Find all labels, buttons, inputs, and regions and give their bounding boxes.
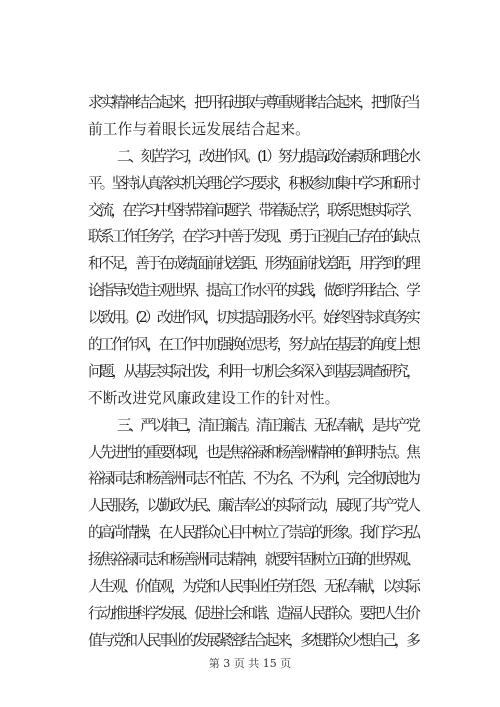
text-line: 二、刻苦学习，改进作风。(1）努力提高政治素质和理论水 xyxy=(117,147,418,165)
text-line: 不断改进党风廉政建设工作的针对性。 xyxy=(88,389,340,407)
text-line: 求实精神结合起来，把开拓进取与尊重规律结合起来，把抓好当 xyxy=(88,94,418,111)
text-line: 行动推进科学发展、促进社会和谐、造福人民群众。要把人生价 xyxy=(88,604,418,622)
text-line: 平。坚持认真落实机关理论学习要求，积极参加集中学习和研讨 xyxy=(88,174,418,192)
text-line: 问题，从基层实际出发，利用一切机会多深入到基层调查研究， xyxy=(88,362,418,380)
page-footer: 第 3 页 共 15 页 xyxy=(208,657,292,670)
text-line: 人民服务，以勤政为民、廉洁奉公的实际行动，展现了共产党人 xyxy=(88,497,418,515)
text-line: 和不足，善于在成绩面前找差距、形势面前找差距，用学到的理 xyxy=(88,255,418,273)
text-line: 前工作与着眼长远发展结合起来。 xyxy=(88,120,310,138)
text-line: 联系工作任务学，在学习中善于发现、勇于正视自己存在的缺点 xyxy=(88,228,418,246)
text-line: 的高尚情操，在人民群众心目中树立了崇高的形象。我们学习弘 xyxy=(88,524,418,542)
text-line: 以致用。(2）改进作风，切实提高服务水平。始终坚持求真务实 xyxy=(88,309,418,327)
text-line: 论指导改造主观世界、提高工作水平的实践，做到学用结合、学 xyxy=(88,282,418,300)
paragraph xyxy=(88,413,418,655)
text-line: 扬焦裕禄同志和杨善洲同志精神，就要牢固树立正确的世界观、 xyxy=(88,551,418,569)
text-line: 三、严以律已，清正廉洁。清正廉洁、无私奉献，是共产党 xyxy=(117,416,418,434)
paragraph xyxy=(88,144,418,413)
document-body xyxy=(88,90,418,655)
paragraph xyxy=(88,90,418,144)
text-line: 人生观、价值观，为党和人民事业任劳任怨、无私奉献，以实际 xyxy=(88,578,418,596)
text-line: 值与党和人民事业的发展紧密结合起来，多想群众少想自己，多 xyxy=(88,631,418,649)
text-line: 的工作作风，在工作中加强换位思考，努力站在基层的角度上想 xyxy=(88,336,418,354)
text-line: 交流，在学习中坚持带着问题学、带着疑点学，联系思想实际学、 xyxy=(88,201,418,219)
text-line: 裕禄同志和杨善洲同志不怕苦、不为名、不为利，完全彻底地为 xyxy=(88,470,418,488)
text-line: 人先进性的重要体现，也是焦裕禄和杨善洲精神的鲜明特点。焦 xyxy=(88,443,418,461)
